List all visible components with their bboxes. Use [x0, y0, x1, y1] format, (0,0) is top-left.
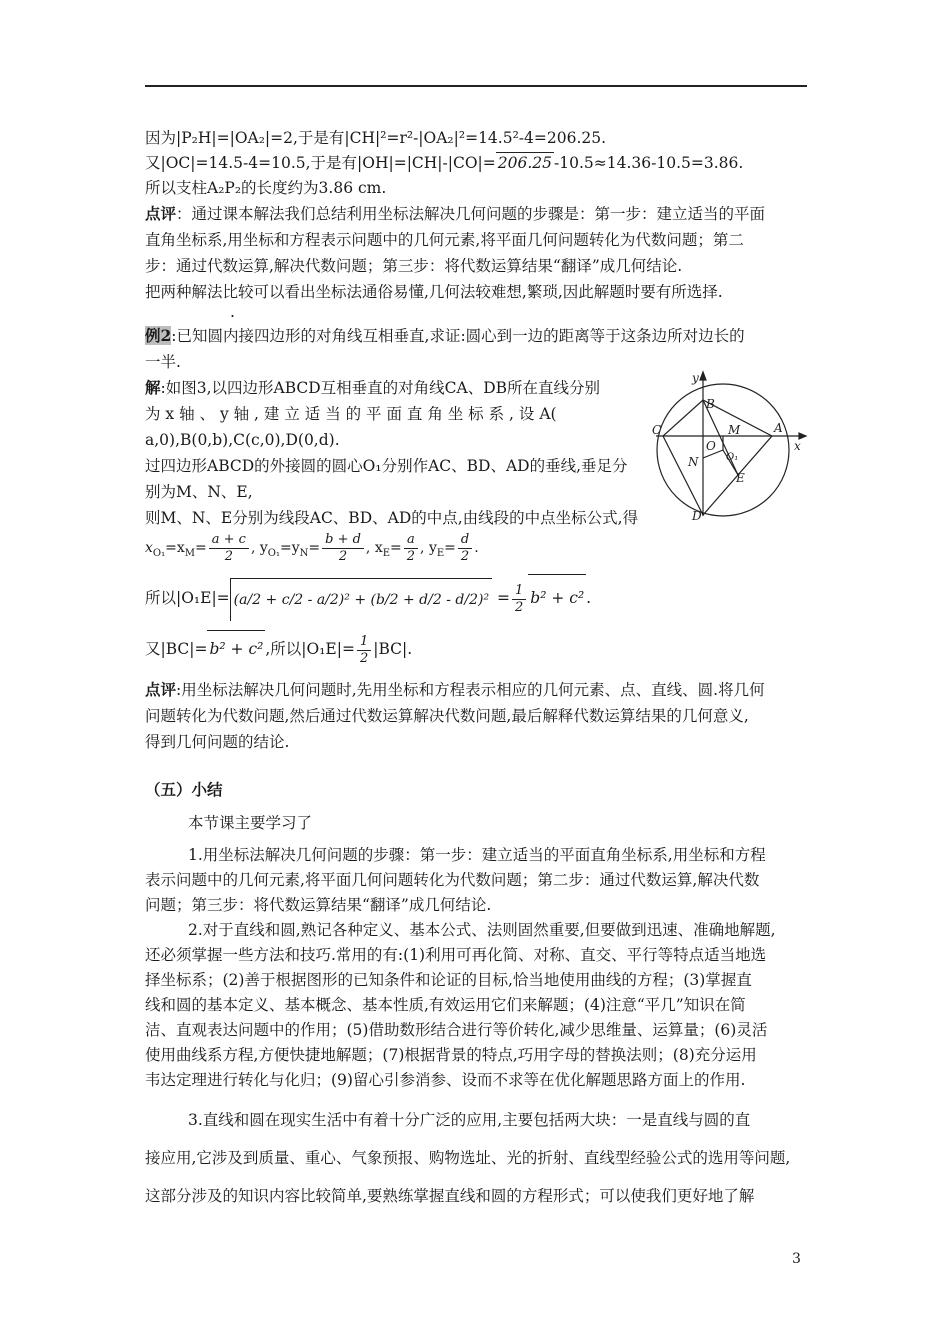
formula-part: = — [444, 540, 456, 556]
text-line: 过四边形ABCD的外接圆的圆心O₁分别作AC、BD、AD的垂线,垂足分 — [145, 457, 628, 475]
text-line: 1.用坐标法解决几何问题的步骤：第一步：建立适当的平面直角坐标系,用坐标和方程 — [188, 846, 766, 864]
formula-part: O₁ — [267, 547, 280, 559]
formula-part: ,所以|O₁E|= — [265, 640, 355, 658]
comment-line — [145, 680, 765, 700]
formula-part: , y — [250, 540, 268, 556]
text-line: 问题转化为代数问题,然后通过代数运算解决代数问题,最后解释代数运算结果的几何意义, — [145, 707, 749, 725]
formula-part: x — [145, 540, 153, 556]
text-line: 问题；第三步：将代数运算结果“翻译”成几何结论. — [145, 896, 492, 914]
text-line: 一半. — [145, 353, 181, 371]
formula-part: =x — [165, 540, 185, 556]
text-line: 别为M、N、E, — [145, 483, 253, 501]
formula-bc — [145, 630, 412, 667]
fraction: $\frac{a}{2}$ — [404, 532, 418, 565]
fraction: $\frac{1}{2}$ — [512, 583, 526, 616]
text-fragment: :已知圆内接四边形的对角线互相垂直,求证:圆心到一边的距离等于这条边所对边长的 — [171, 327, 745, 345]
text-line: 3.直线和圆在现实生活中有着十分广泛的应用,主要包括两大块：一是直线与圆的直 — [188, 1111, 751, 1129]
text-line: a,0),B(0,b),C(c,0),D(0,d). — [145, 431, 340, 449]
figure-circle-quadrilateral — [648, 368, 818, 528]
section-heading: （五）小结 — [145, 780, 223, 799]
formula-part: =y — [279, 540, 300, 556]
fig-label: D — [692, 509, 702, 523]
text-line: 使用曲线系方程,方便快捷地解题；(7)根据背景的特点,巧用字母的替换法则；(8)充分运用 — [145, 1046, 757, 1064]
page-number: 3 — [792, 1251, 801, 1267]
example-line — [145, 326, 745, 346]
formula-part: = — [390, 540, 402, 556]
quadrilateral — [663, 400, 772, 515]
fraction: $\frac{a + c}{2}$ — [209, 532, 249, 565]
text-line — [145, 152, 743, 173]
text-line: 2.对于直线和圆,熟记各种定义、基本公式、法则固然重要,但要做到迅速、准确地解题, — [188, 921, 776, 939]
text-line: 这部分涉及的知识内容比较简单,要熟练掌握直线和圆的方程形式；可以使我们更好地了解 — [145, 1187, 755, 1205]
fraction: $\frac{b + d}{2}$ — [322, 532, 364, 565]
comment-line — [145, 204, 765, 224]
formula-part: N — [299, 547, 309, 559]
fig-label: x — [794, 439, 801, 453]
formula-part: . — [586, 589, 592, 607]
text-line: 所以支柱A₂P₂的长度约为3.86 cm. — [145, 179, 387, 197]
fig-label: O — [706, 439, 716, 453]
formula-part: = — [308, 540, 321, 556]
formula-part: = — [195, 540, 207, 556]
example-label: 例2 — [145, 326, 172, 345]
text-line: 表示问题中的几何元素,将平面几何问题转化为代数问题；第二步：通过代数运算,解决代数 — [145, 871, 760, 889]
formula-part: |BC|. — [373, 640, 413, 658]
text-line: 韦达定理进行转化与化归；(9)留心引参消参、设而不求等在优化解题思路方面上的作用. — [145, 1071, 746, 1089]
text-line: 因为|P₂H|=|OA₂|=2,于是有|CH|²=r²-|OA₂|²=14.5²-4=206.25. — [145, 129, 607, 147]
text-line: 直角坐标系,用坐标和方程表示问题中的几何元素,将平面几何问题转化为代数问题；第二 — [145, 231, 744, 249]
text-line: 步：通过代数运算,解决代数问题；第三步：将代数运算结果“翻译”成几何结论. — [145, 257, 683, 275]
fig-label: A — [774, 421, 783, 435]
header-rule — [145, 85, 807, 87]
fig-label: M — [728, 423, 741, 437]
sqrt-expression: b² + c² — [528, 574, 586, 621]
text-line: 洁、直观表达问题中的作用；(5)借助数形结合进行等价转化,减少思维量、运算量；(6)灵活 — [145, 1021, 768, 1039]
radical: (a/2 + c/2 - a/2)² + (b/2 + d/2 - d/2)² — [230, 578, 492, 621]
formula-part: M — [184, 547, 196, 559]
fig-label: E — [736, 471, 745, 485]
comment-label: 点评 — [145, 204, 177, 223]
formula-part: , x — [365, 540, 383, 556]
formula-part: E — [436, 547, 445, 559]
text-line: 把两种解法比较可以看出坐标法通俗易懂,几何法较难想,繁琐,因此解题时要有所选择. — [145, 283, 723, 301]
text-fragment: ：通过课本解法我们总结利用坐标法解决几何问题的步骤是：第一步：建立适当的平面 — [176, 205, 766, 223]
sqrt-expression: b² + c² — [207, 630, 265, 667]
formula-part: E — [382, 547, 391, 559]
text-fragment: -10.5≈14.36-10.5=3.86. — [554, 154, 744, 172]
fig-label: C — [652, 423, 662, 437]
text-line: 择坐标系；(2)善于根据图形的已知条件和论证的目标,恰当地使用曲线的方程；(3)掌握直 — [145, 971, 752, 989]
text-fragment: :用坐标法解决几何问题时,先用坐标和方程表示相应的几何元素、点、直线、圆.将几何 — [176, 681, 765, 699]
formula-part: 又|BC|= — [145, 640, 208, 658]
comment-label: 点评 — [145, 680, 177, 699]
solution-line — [145, 378, 600, 398]
sqrt-expression: 206.25 — [497, 154, 552, 172]
fraction: $\frac{1}{2}$ — [357, 634, 371, 667]
text-line: 还必须掌握一些方法和技巧.常用的有:(1)利用可再化简、对称、直交、平行等特点适当地选 — [145, 946, 767, 964]
text-line: 为 x 轴 、 y 轴 , 建 立 适 当 的 平 面 直 角 坐 标 系 , 设 A( — [145, 405, 557, 423]
text-line: 线和圆的基本定义、基本概念、基本性质,有效运用它们来解题；(4)注意“平几”知识在简 — [145, 996, 746, 1014]
text-fragment: :如图3,以四边形ABCD互相垂直的对角线CA、DB所在直线分别 — [160, 379, 601, 397]
formula-part: . — [474, 540, 479, 556]
text-line: 本节课主要学习了 — [188, 814, 313, 832]
formula-o1e — [145, 574, 591, 621]
formula-midpoints — [145, 530, 479, 572]
segment-b-e — [703, 400, 738, 475]
formula-part: O₁ — [152, 547, 166, 559]
y-arrow — [700, 372, 706, 380]
formula-part: = — [497, 589, 510, 607]
formula-part: , y — [420, 540, 437, 556]
text-line: 接应用,它涉及到质量、重心、气象预报、购物选址、光的折射、直线型经验公式的选用等问题, — [145, 1149, 791, 1167]
stray-dot: . — [230, 303, 235, 321]
solution-label: 解 — [145, 378, 161, 397]
text-line: 得到几何问题的结论. — [145, 733, 290, 751]
text-fragment: 又|OC|=14.5-4=10.5,于是有|OH|=|CH|-|CO|= — [145, 154, 496, 172]
text-line: 则M、N、E分别为线段AC、BD、AD的中点,由线段的中点坐标公式,得 — [145, 509, 639, 527]
fig-label: y — [692, 371, 699, 385]
fraction: $\frac{d}{2}$ — [458, 532, 472, 565]
fig-label: B — [706, 397, 715, 411]
fig-label: O₁ — [726, 452, 739, 463]
formula-part: 所以|O₁E|= — [145, 589, 230, 607]
fig-label: N — [688, 455, 699, 469]
